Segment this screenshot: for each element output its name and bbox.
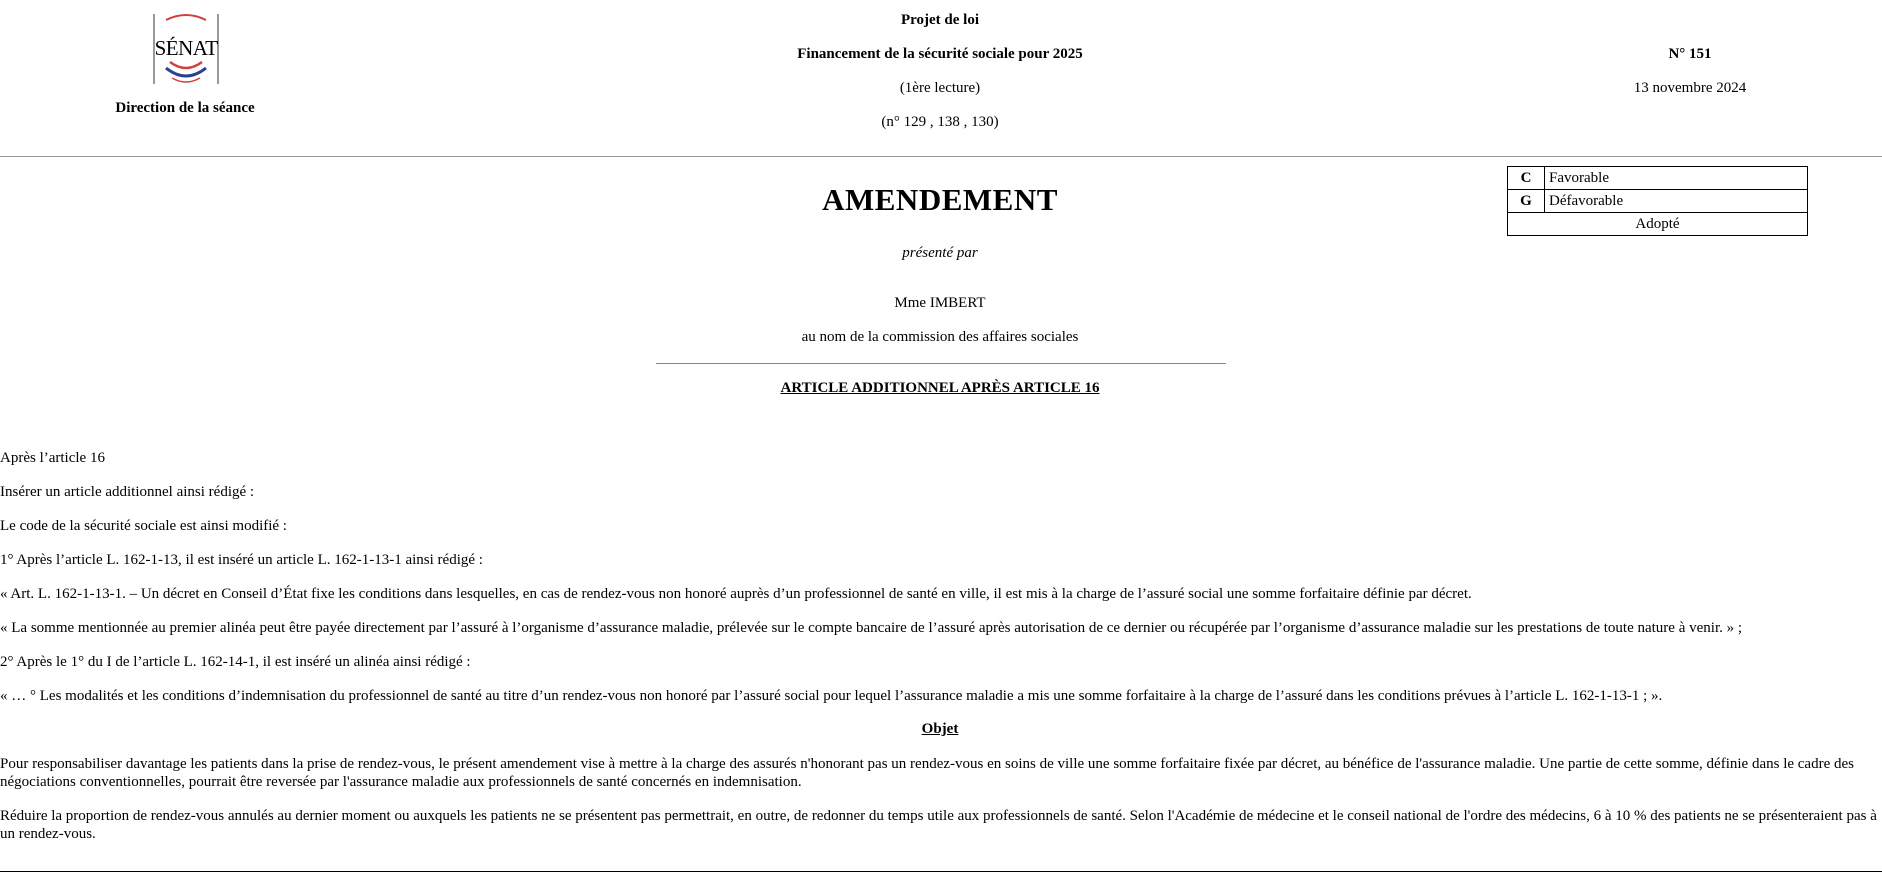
- dispositif-paragraph: 1° Après l’article L. 162-1-13, il est inséré un article L. 162-1-13-1 ainsi rédigé :: [0, 552, 483, 568]
- amendment-number: N° 151: [1668, 46, 1712, 62]
- decision-table: [1507, 166, 1808, 236]
- page-title: AMENDEMENT: [822, 182, 1058, 217]
- decision-row: [1508, 190, 1808, 213]
- article-heading: ARTICLE ADDITIONNEL APRÈS ARTICLE 16: [780, 380, 1100, 396]
- dispositif-paragraph: Après l’article 16: [0, 450, 105, 466]
- decision-result: Adopté: [1508, 213, 1808, 236]
- on-behalf: au nom de la commission des affaires sociales: [801, 329, 1079, 345]
- amendment-date: 13 novembre 2024: [1633, 80, 1747, 96]
- bill-type: Projet de loi: [900, 12, 980, 28]
- author: Mme IMBERT: [894, 295, 986, 311]
- decision-label: Favorable: [1545, 167, 1808, 190]
- decision-code: C: [1508, 167, 1545, 190]
- objet-paragraph: Réduire la proportion de rendez-vous annulés au dernier moment ou auxquels les patients ne se présentent pas permettrait, en outre, de redonner du temps utile aux professionnels de santé. Selon l'Académie de médecine et le conseil national de l'ordre des médecins, 6 à 10 % des patients ne se présenteraient pas à un rendez-vous.: [0, 808, 1877, 842]
- dispositif-paragraph: 2° Après le 1° du I de l’article L. 162-14-1, il est inséré un alinéa ainsi rédigé :: [0, 654, 471, 670]
- decision-row: [1508, 167, 1808, 190]
- reading: (1ère lecture): [899, 80, 981, 96]
- bill-title: Financement de la sécurité sociale pour 2025: [797, 46, 1083, 62]
- direction-label: Direction de la séance: [115, 100, 255, 116]
- senat-logo: [150, 12, 222, 86]
- decision-label: Défavorable: [1545, 190, 1808, 213]
- dispositif-paragraph: « La somme mentionnée au premier alinéa peut être payée directement par l’assuré à l’organisme d’assurance maladie, prélevée sur le compte bancaire de l’assuré après autorisation de ce dernier ou récupérée par l’organisme d’assurance maladie sur les prestations de toute nature à venir. » ;: [0, 620, 1743, 636]
- decision-code: G: [1508, 190, 1545, 213]
- dispositif-paragraph: Le code de la sécurité sociale est ainsi modifié :: [0, 518, 287, 534]
- dispositif-paragraph: « … ° Les modalités et les conditions d’indemnisation du professionnel de santé au titre d’un rendez-vous non honoré par l’assuré social pour lequel l’assurance maladie a mis une somme forfaitaire à la charge de l’assuré dans les conditions prévues à l’article L. 162-1-13-1 ; ».: [0, 688, 1663, 704]
- section-divider: [656, 363, 1226, 364]
- dispositif-paragraph: Insérer un article additionnel ainsi rédigé :: [0, 484, 255, 500]
- header-divider: [0, 156, 1882, 157]
- logo-text: SÉNAT: [154, 36, 218, 60]
- decision-result-row: [1508, 213, 1808, 236]
- dispositif-paragraph: « Art. L. 162-1-13-1. – Un décret en Conseil d’État fixe les conditions dans lesquelles, en cas de rendez-vous non honoré auprès d’un professionnel de santé en ville, il est mis à la charge de l’assuré social une somme forfaitaire définie par décret.: [0, 586, 1472, 602]
- references: (n° 129 , 138 , 130): [881, 114, 999, 130]
- presented-by: présenté par: [902, 245, 978, 261]
- objet-heading: Objet: [921, 721, 959, 737]
- objet-paragraph: Pour responsabiliser davantage les patients dans la prise de rendez-vous, le présent amendement vise à mettre à la charge des assurés n'honorant pas un rendez-vous en soins de ville une somme forfaitaire fixée par décret, au bénéfice de l'assurance maladie. Une partie de cette somme, définie dans le cadre des négociations conventionnelles, pourrait être reversée par l'assurance maladie aux professionnels de santé concernés en indemnisation.: [0, 756, 1854, 790]
